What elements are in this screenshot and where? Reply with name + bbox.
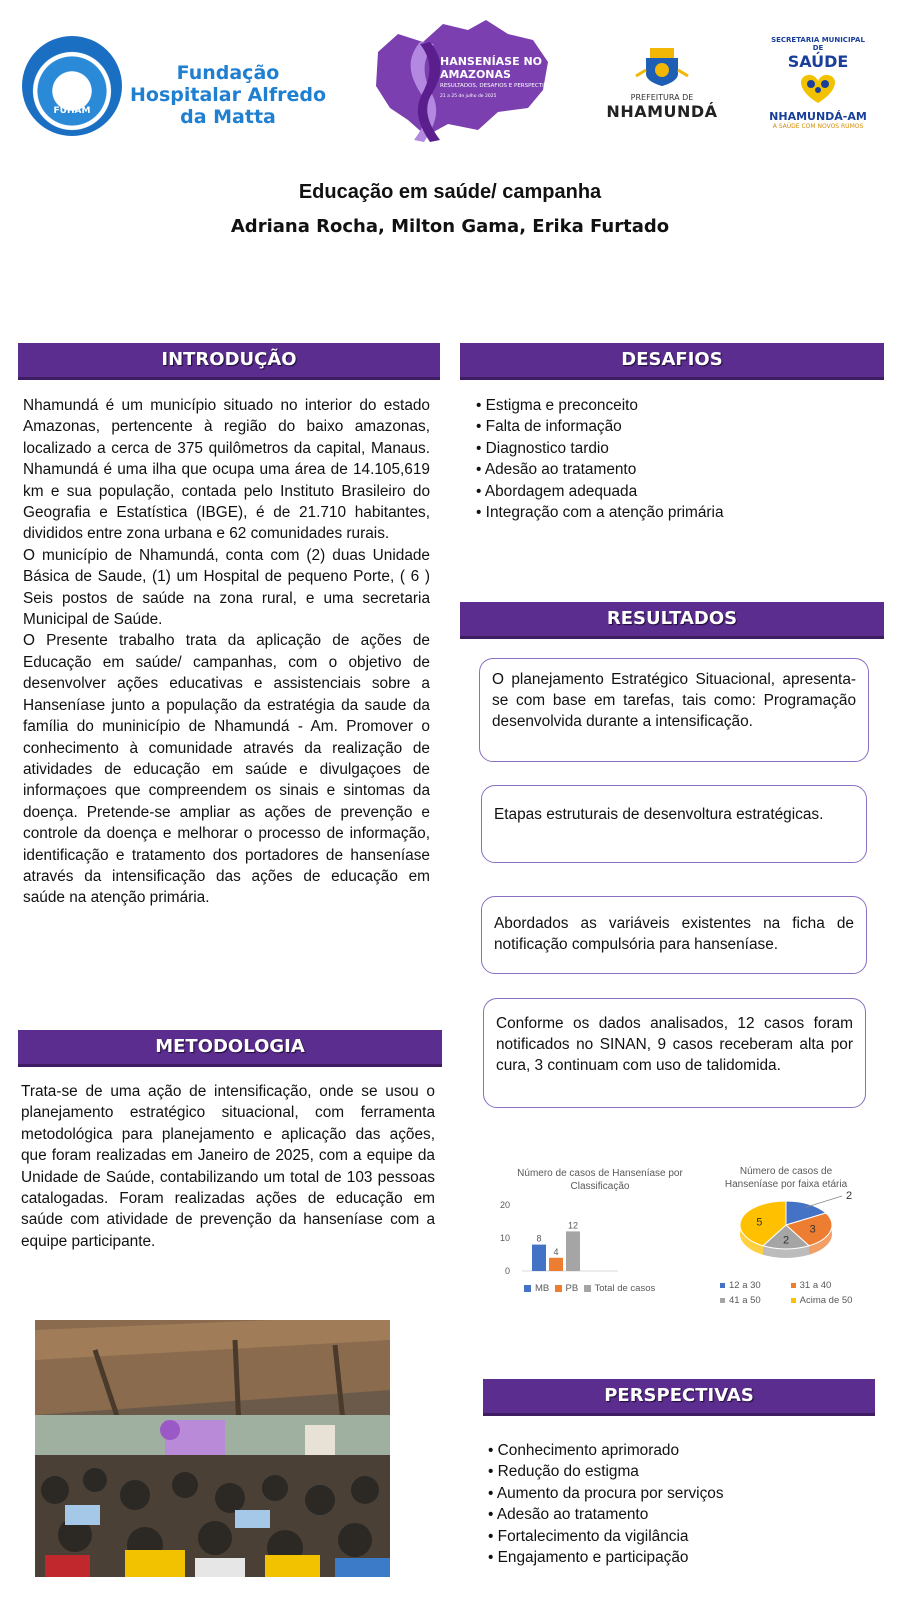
perspectivas-item: • Redução do estigma xyxy=(488,1461,868,1482)
bar-data-label: 12 xyxy=(567,1220,579,1231)
desafios-item: • Diagnostico tardio xyxy=(476,438,876,459)
resultados-heading: RESULTADOS xyxy=(460,602,884,639)
poster-title: Educação em saúde/ campanha xyxy=(298,181,602,203)
faixa-etaria-pie-chart xyxy=(716,1191,876,1273)
pie-data-label: 2 xyxy=(845,1191,853,1202)
classificacao-legend xyxy=(524,1283,720,1294)
introducao-paragraph-3: O Presente trabalho trata da aplicação de ações de Educação em saúde/ campanhas, com o objetivo de desenvolver ações educativas e assistenciais sobre a Hanseníase junto a população da estratégia da saude da família do muninicípio de Nhamundá - Am. Promover o conhecimento à comunidade através da realização de atividades de educação em saúde e divulgaçoes de informaçoes que compreendem os sinais e sintomas da doença. Pretende-se ampliar as ações de prevenção e controle da doença e melhorar o processo de informação, identificação e tratamento dos portadores de hanseníase através da intensificação das ações de educação em saúde na atenção primária. xyxy=(23,632,430,907)
prefeitura-small-text: PREFEITURA DE xyxy=(630,93,694,102)
prefeitura-emblem-icon xyxy=(632,46,692,88)
secretaria-saude-logo xyxy=(768,36,868,130)
desafios-item: • Estigma e preconceito xyxy=(476,395,876,416)
bar-data-label: 4 xyxy=(553,1246,559,1257)
perspectivas-item: • Fortalecimento da vigilância xyxy=(488,1526,868,1547)
family-heart-icon xyxy=(793,71,843,105)
pie-leader-line xyxy=(806,1196,842,1207)
legend-12-30: 12 a 30 xyxy=(720,1278,788,1293)
fuham-name: Fundação Hospitalar Alfredo da Matta xyxy=(130,62,326,128)
y-tick-label: 0 xyxy=(504,1266,510,1276)
resultado-box-4: Conforme os dados analisados, 12 casos foram notificados no SINAN, 9 casos receberam alta por cura, 3 continuam com uso de talidomida. xyxy=(483,998,866,1108)
pie-data-label: 2 xyxy=(782,1234,790,1247)
hanseniase-logo-date: 21 a 25 de julho de 2025 xyxy=(440,94,497,99)
perspectivas-heading: PERSPECTIVAS xyxy=(483,1379,875,1416)
metodologia-body xyxy=(21,1081,435,1252)
faixa-etaria-chart-title: Número de casos de Hanseníase por faixa etária xyxy=(724,1166,848,1190)
legend-acima-50: Acima de 50 xyxy=(791,1295,853,1306)
prefeitura-name: NHAMUNDÁ xyxy=(606,102,718,121)
y-tick-label: 10 xyxy=(499,1233,510,1243)
classificacao-bar-chart xyxy=(498,1193,678,1278)
classificacao-chart-title: Número de casos de Hanseníase por Classificação xyxy=(517,1168,683,1192)
resultado-box-3: Abordados as variáveis existentes na ficha de notificação compulsória para hanseníase. xyxy=(481,896,867,974)
legend-total: Total de casos xyxy=(584,1283,656,1294)
pie-data-label: 5 xyxy=(756,1216,763,1229)
metodologia-heading: METODOLOGIA xyxy=(18,1030,442,1067)
perspectivas-item: • Engajamento e participação xyxy=(488,1547,868,1568)
perspectivas-item: • Adesão ao tratamento xyxy=(488,1504,868,1525)
pie-data-label: 3 xyxy=(809,1223,816,1236)
hanseniase-logo-title: HANSENÍASE NO AMAZONAS xyxy=(440,55,542,81)
desafios-item: • Integração com a atenção primária xyxy=(476,502,876,523)
y-tick-label: 20 xyxy=(499,1200,510,1210)
hanseniase-logo-subtitle: RESULTADOS, DESAFIOS E PERSPECTIVAS xyxy=(440,83,555,89)
classificacao-chart xyxy=(490,1167,720,1294)
introducao-paragraph-1: Nhamundá é um município situado no interior do estado Amazonas, pertencente à região do baixo amazonas, localizado a cerca de 375 quilômetros da capital, Manaus. Nhamundá é uma ilha que ocupa uma área de 14.105,619 km e sua população, contada pelo Instituto Brasileiro do Geografia e Estatística (IBGE), é de 21.710 habitantes, divididos entre zona urbana e 62 comunidades rurais. xyxy=(23,397,430,543)
resultado-box-1: O planejamento Estratégico Situacional, apresenta-se com base em tarefas, tais como: Programação desenvolvida durante a intensificação. xyxy=(479,658,869,762)
secretaria-tagline: A SAÚDE COM NOVOS RUMOS xyxy=(772,123,864,130)
introducao-heading: INTRODUÇÃO xyxy=(18,343,440,380)
bar-total-de-casos xyxy=(566,1231,580,1271)
faixa-etaria-chart xyxy=(716,1165,886,1308)
introducao-paragraph-2: O município de Nhamundá, conta com (2) duas Unidade Básica de Saude, (1) um Hospital de pequeno Porte, ( 6 ) Seis postos de saúde na zona rural, e uma secretaria Municipal de Saúde. xyxy=(23,546,430,629)
metodologia-paragraph: Trata-se de uma ação de intensificação, onde se usou o planejamento estratégico situacional, com ferramenta metodológica para planejamento e aplicação das ações, que foram realizadas em Janeiro de 2025, com a equipe da Unidade de Saúde, contabilizando um total de 103 pessoas catalogadas. Foram realizadas ações de educação em saúde com atividade de prevenção da hanseníase com a equipe participante. xyxy=(21,1083,435,1250)
perspectivas-item: • Conhecimento aprimorado xyxy=(488,1440,868,1461)
desafios-item: • Falta de informação xyxy=(476,416,876,437)
desafios-heading: DESAFIOS xyxy=(460,343,884,380)
desafios-item: • Adesão ao tratamento xyxy=(476,459,876,480)
desafios-list xyxy=(476,395,876,523)
perspectivas-list xyxy=(488,1440,868,1568)
resultado-box-2: Etapas estruturais de desenvoltura estratégicas. xyxy=(481,785,867,863)
hanseniase-logo-text xyxy=(440,55,555,99)
secretaria-saude-text: SAÚDE xyxy=(787,52,849,71)
legend-31-40: 31 a 40 xyxy=(791,1280,832,1291)
introducao-body xyxy=(23,395,430,909)
poster-authors: Adriana Rocha, Milton Gama, Erika Furtado xyxy=(230,216,670,237)
legend-pb: PB xyxy=(555,1283,579,1294)
bar-mb xyxy=(532,1245,546,1271)
bar-data-label: 8 xyxy=(536,1233,542,1244)
fuham-logo xyxy=(22,36,122,136)
fuham-abbr: FUHAM xyxy=(53,106,91,116)
legend-mb: MB xyxy=(524,1283,549,1294)
perspectivas-item: • Aumento da procura por serviços xyxy=(488,1483,868,1504)
prefeitura-logo xyxy=(598,46,726,126)
bar-pb xyxy=(549,1258,563,1271)
legend-41-50: 41 a 50 xyxy=(720,1293,788,1308)
faixa-etaria-legend xyxy=(720,1278,890,1308)
secretaria-city: NHAMUNDÁ-AM xyxy=(769,110,867,123)
secretaria-arc-text: SECRETARIA MUNICIPAL DE xyxy=(771,36,865,52)
community-event-photo xyxy=(35,1320,390,1577)
desafios-item: • Abordagem adequada xyxy=(476,481,876,502)
